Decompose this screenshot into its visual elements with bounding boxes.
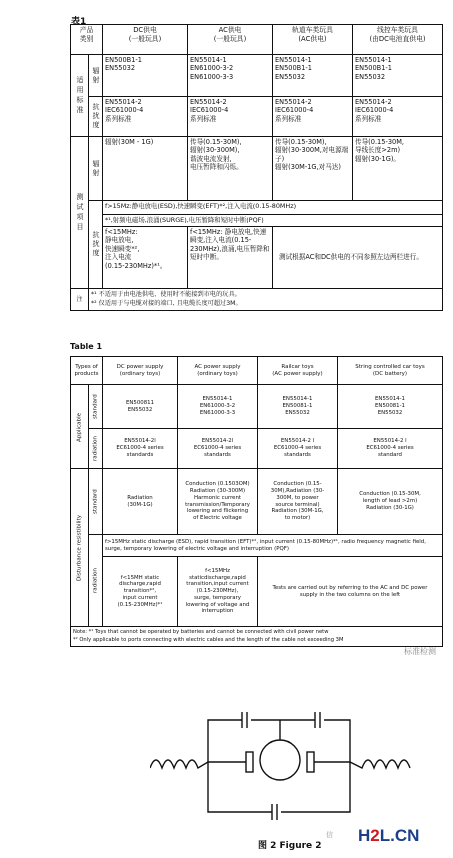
note-cn-2: *² 仅适用于与电缆对接的端口, 且电缆长度可超过3M。 bbox=[91, 300, 242, 308]
en-dist-span: f>15MHz static discharge (ESD), rapid transition (EFT)*², input current (0.15-80MHz)*¹, radio frequency magnetic field, surge, temporary lowering of electric voltage and interruption (PQF) bbox=[103, 535, 443, 557]
cell-test-span-1: f>15Mz:静电放电(ESD),快速瞬变(EFT)*²,注入电流(0.15-80MHz) bbox=[103, 201, 443, 215]
en-dist-radiation-ac: f<15MHz staticdischarge,rapid transition,input current (0.15-230MHz), surge, temporary lowering of voltage and interruption bbox=[178, 557, 258, 627]
cell-test-imm-ac: f<15MHz: 静电放电,快速瞬变,注入电流(0.15-230MHz),浪涌,电压暂降和短时中断。 bbox=[188, 227, 273, 289]
cell-std-imm-ac: EN55014-2 IEC61000-4 系列标准 bbox=[188, 97, 273, 137]
cell-test-imm-track-wired: 测试根据AC和DC供电的不同参照左边两栏进行。 bbox=[273, 227, 443, 289]
row-radiation-label: 辐射 bbox=[89, 55, 103, 97]
row-test-immunity-label: 抗扰度 bbox=[89, 201, 103, 289]
cell-test-rad-ac: 传导(0.15-30M), 辐射(30-300M), 谐波电流发射, 电压暂降和闪烁。 bbox=[188, 137, 273, 201]
cell-std-rad-dc: EN500B1-1 EN55032 bbox=[103, 55, 188, 97]
en-std-standard-ac: EN55014-1 EN61000-3-2 EN61000-3-3 bbox=[178, 385, 258, 429]
en-header-ac: AC power supply (ordinary toys) bbox=[178, 357, 258, 385]
cell-std-imm-dc: EN55014-2 IEC61000-4 系列标准 bbox=[103, 97, 188, 137]
table-cn-label: 表1 bbox=[71, 17, 87, 27]
h2l-logo bbox=[358, 826, 419, 846]
wire-top-right bbox=[324, 720, 350, 742]
cell-std-rad-track: EN55014-1 EN500B1-1 EN55032 bbox=[273, 55, 353, 97]
note-en bbox=[71, 627, 443, 647]
en-dist-standard-dc: Radiation (30M-1G) bbox=[103, 469, 178, 535]
brush-right bbox=[307, 752, 314, 772]
en-row-dist-standard: standard bbox=[89, 469, 103, 535]
en-row-radiation: radiation bbox=[89, 429, 103, 469]
row-test-radiation-label: 辐射 bbox=[89, 137, 103, 201]
en-std-radiation-ac: EN55014-2l EC61000-4 series standards bbox=[178, 429, 258, 469]
en-std-standard-dc: EN500811 EN55032 bbox=[103, 385, 178, 429]
cell-test-rad-track: 传导(0.15-30M), 辐射(30-300M,对电源端子) 辐射(30M-1G,对马达) bbox=[273, 137, 353, 201]
figure-2-circuit bbox=[150, 712, 420, 832]
wire-bottom-right bbox=[281, 762, 350, 812]
en-group-applicable: Applicable bbox=[71, 385, 89, 469]
en-dist-standard-string: Conduction (0.15-30M, length of lead >2m) Radiation (30-1G) bbox=[338, 469, 443, 535]
watermark: 标准检测 bbox=[404, 647, 436, 656]
en-std-standard-railcar: EN55014-1 EN50081-1 EN55032 bbox=[258, 385, 338, 429]
cell-std-imm-wired: EN55014-2 IEC61000-4 系列标准 bbox=[353, 97, 443, 137]
table-en-label: Table 1 bbox=[70, 342, 103, 351]
wire-top-left bbox=[208, 720, 242, 742]
wire-right-motor bbox=[314, 742, 350, 762]
en-std-radiation-string: EN55014-2 l EC61000-4 series standard bbox=[338, 429, 443, 469]
header-track: 轨道车类玩具 (AC供电) bbox=[273, 25, 353, 55]
en-std-radiation-dc: EN55014-2l EC61000-4 series standards bbox=[103, 429, 178, 469]
en-std-standard-string: EN55014-1 EN50081-1 EN55032 bbox=[338, 385, 443, 429]
logo-h: H bbox=[358, 826, 371, 845]
logo-suffix: L.CN bbox=[379, 826, 420, 845]
group-test: 测试项目 bbox=[71, 137, 89, 289]
cell-test-span-2: *¹,射频电磁场,浪涌(SURGE),电压暂降和短时中断(PQF) bbox=[103, 215, 443, 227]
logo-two: 2 bbox=[370, 826, 380, 845]
figure-caption: 图 2 Figure 2 bbox=[258, 841, 322, 851]
en-dist-radiation-dc: f<15MH static discharge,rapid transition*², input current (0.15-230MHz)*¹ bbox=[103, 557, 178, 627]
motor-circle bbox=[260, 740, 300, 780]
note-cn-label: 注 bbox=[71, 289, 89, 311]
brush-left bbox=[246, 752, 253, 772]
note-cn-1: *¹ 不适用于由电池供电、使用时不能接到市电的玩具。 bbox=[91, 291, 241, 298]
inductor-left bbox=[150, 760, 208, 768]
en-group-disturbance: Disturbance resistibility bbox=[71, 469, 89, 627]
en-header-railcar: Railcar toys (AC power supply) bbox=[258, 357, 338, 385]
cell-test-rad-dc: 辐射(30M - 1G) bbox=[103, 137, 188, 201]
table-en bbox=[70, 356, 443, 647]
en-dist-standard-ac: Conduction (0.1503OM) Radiation (30-300M) Harmonic current transmission/Temporary lowering and flickering of Electric voltage bbox=[178, 469, 258, 535]
wire-left-motor bbox=[208, 742, 246, 762]
cell-test-imm-dc: f<15MHz: 静电放电, 快速瞬变*², 注入电流 (0.15-230MHz)*¹。 bbox=[103, 227, 188, 289]
row-immunity-label: 抗扰度 bbox=[89, 97, 103, 137]
table-cn bbox=[70, 24, 443, 311]
cell-std-rad-ac: EN55014-1 EN61000-3-2 EN61000-3-3 bbox=[188, 55, 273, 97]
group-applicable: 适用标准 bbox=[71, 55, 89, 137]
en-header-dc: DC power supply (ordinary toys) bbox=[103, 357, 178, 385]
header-product-category: 产品 类别 bbox=[71, 25, 103, 55]
en-header-string: String controlled car toys (DC battery) bbox=[338, 357, 443, 385]
cell-std-rad-wired: EN55014-1 EN500B1-1 EN55032 bbox=[353, 55, 443, 97]
en-std-radiation-railcar: EN55014-2 l EC61000-4 series standards bbox=[258, 429, 338, 469]
en-dist-standard-railcar: Conduction (0.15- 30M),Radiation (30- 300M, to power source terminal) Radiation (30M-1G, to motor) bbox=[258, 469, 338, 535]
note-cn bbox=[89, 289, 443, 311]
header-dc: DC供电 (一般玩具) bbox=[103, 25, 188, 55]
header-ac: AC供电 (一般玩具) bbox=[188, 25, 273, 55]
inductor-right bbox=[350, 760, 410, 768]
en-row-standard: standard bbox=[89, 385, 103, 429]
note-en-1: Note: *¹ Toys that cannot be operated by batteries and cannot be connected with civil power netw bbox=[73, 628, 329, 635]
cell-std-imm-track: EN55014-2 IEC61000-4 系列标准 bbox=[273, 97, 353, 137]
en-header-types: Types of products bbox=[71, 357, 103, 385]
header-wired: 线控车类玩具 (由DC电池直供电) bbox=[353, 25, 443, 55]
en-row-dist-radiation: radiation bbox=[89, 535, 103, 627]
cell-test-rad-wired: 传导(0.15-30M, 导线长度>2m) 辐射(30-1G)。 bbox=[353, 137, 443, 201]
watermark-small: 信 bbox=[326, 831, 333, 839]
note-en-2: *² Only applicable to ports connecting with electric cables and the length of the cable not exceeding 3M bbox=[73, 636, 344, 643]
en-dist-radiation-railcar-string: Tests are carried out by referring to the AC and DC power supply in the two columns on the left bbox=[258, 557, 443, 627]
